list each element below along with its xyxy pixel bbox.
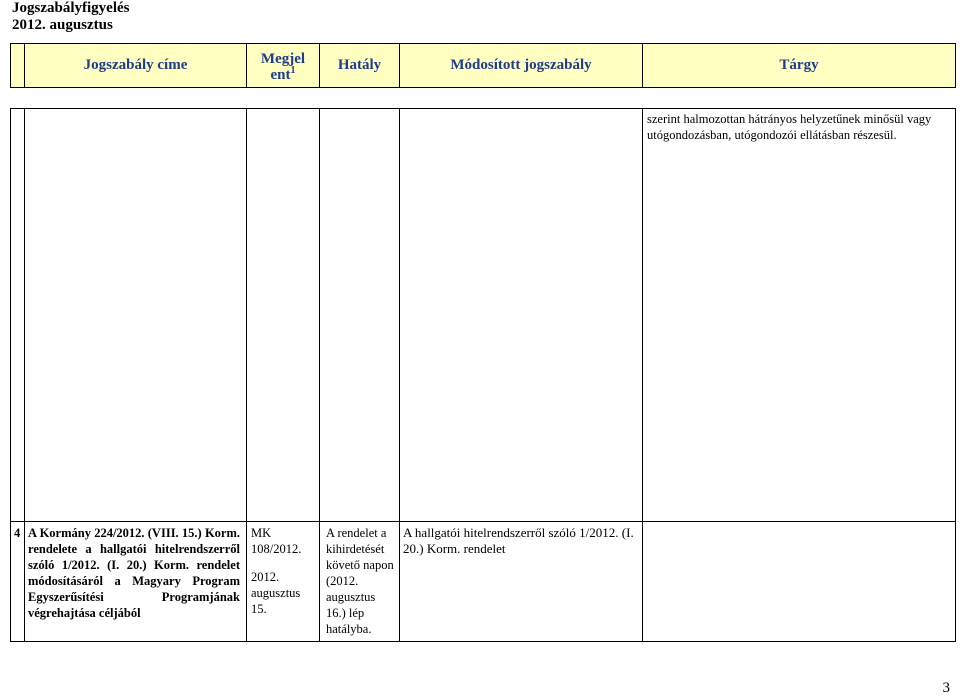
cell-number <box>11 109 25 522</box>
page-number: 3 <box>942 680 950 696</box>
cell-megjelent <box>247 109 320 522</box>
column-header-table <box>10 43 956 88</box>
column-header-modositott: Módosított jogszabály <box>400 44 643 88</box>
column-header-megjelent <box>247 44 320 88</box>
cell-modositott <box>400 109 643 522</box>
document-title: Jogszabályfigyelés <box>12 0 130 16</box>
megjelent-part2: ent <box>270 66 291 83</box>
row-title: A Kormány 224/2012. (VIII. 15.) Korm. rendelete a hallgatói hitelrendszerről szóló 1/2012. (I. 20.) Korm. rendelet módosításáról a Magyary Program Egyszerűsítési Programjának végrehajtása céljából <box>25 522 247 642</box>
column-header-title: Jogszabály címe <box>25 44 247 88</box>
document-date: 2012. augusztus <box>12 17 113 33</box>
row-modositott: A hallgatói hitelrendszerről szóló 1/2012. (I. 20.) Korm. rendelet <box>400 522 643 642</box>
row-date: 2012. augusztus 15. <box>251 570 301 616</box>
cell-targy <box>643 109 956 522</box>
legislation-table <box>10 108 956 642</box>
footnote-marker: 1 <box>290 64 296 76</box>
row-hatalyh: A rendelet a kihirdetését követő napon (2012. augusztus 16.) lép hatályba. <box>320 522 400 642</box>
cell-hatalyh <box>320 109 400 522</box>
table-row <box>11 522 956 642</box>
document-header <box>12 0 130 34</box>
row-targy <box>643 522 956 642</box>
row-mk: MK 108/2012. <box>251 526 302 556</box>
row-number: 4 <box>11 522 25 642</box>
targy-continued-text: szerint halmozottan hátrányos helyzetűnek minősül vagy utógondozásban, utógondozói ellátásban részesül. <box>647 112 932 142</box>
table-row-continued <box>11 109 956 522</box>
column-header-targy: Tárgy <box>643 44 956 88</box>
megjelent-part1: Megjel <box>260 50 306 67</box>
column-header-row <box>11 44 956 88</box>
column-header-hatalyh: Hatály <box>320 44 400 88</box>
column-header-number <box>11 44 25 88</box>
row-megjelent <box>247 522 320 642</box>
cell-title <box>25 109 247 522</box>
